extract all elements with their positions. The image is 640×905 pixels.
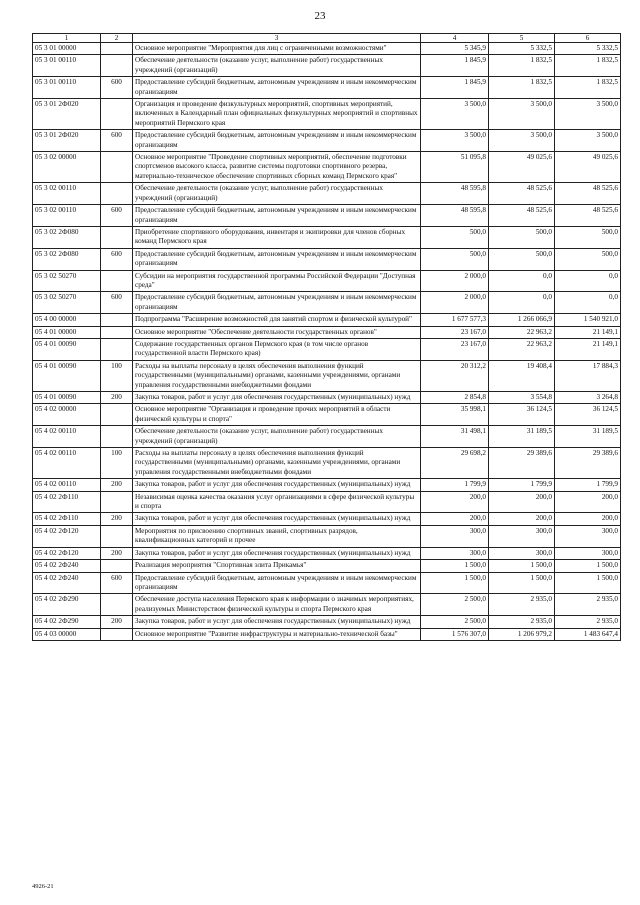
- amount-year-3: 300,0: [555, 547, 621, 559]
- expense-type-code: 100: [101, 448, 133, 479]
- amount-year-2: 1 500,0: [489, 572, 555, 594]
- amount-year-1: 35 998,1: [421, 404, 489, 426]
- expense-type-code: [101, 426, 133, 448]
- column-number: 1: [33, 34, 101, 43]
- table-row: [33, 513, 621, 525]
- item-name: Подпрограмма "Расширение возможностей для занятий спортом и физической культурой": [133, 314, 421, 326]
- item-name: Основное мероприятие "Организация и проведение прочих мероприятий в области физической культуры и спорта": [133, 404, 421, 426]
- table-row: [33, 99, 621, 130]
- table-row: [33, 572, 621, 594]
- page-number: 23: [314, 10, 326, 22]
- amount-year-1: 300,0: [421, 547, 489, 559]
- item-name: Расходы на выплаты персоналу в целях обеспечения выполнения функций государственными (муниципальными) органами, казенными учреждениями, органами управления государственными внебюджетными фондами: [133, 360, 421, 391]
- amount-year-1: 1 845,9: [421, 55, 489, 77]
- amount-year-2: 3 500,0: [489, 130, 555, 152]
- amount-year-1: 48 595,8: [421, 205, 489, 227]
- table-row: [33, 152, 621, 183]
- amount-year-1: 31 498,1: [421, 426, 489, 448]
- amount-year-2: 200,0: [489, 513, 555, 525]
- amount-year-3: 3 264,8: [555, 392, 621, 404]
- item-name: Обеспечение деятельности (оказание услуг, выполнение работ) государственных учреждений (организаций): [133, 55, 421, 77]
- amount-year-2: 5 332,5: [489, 43, 555, 55]
- target-article-code: 05 3 02 50270: [33, 292, 101, 314]
- amount-year-1: 200,0: [421, 513, 489, 525]
- item-name: Закупка товаров, работ и услуг для обеспечения государственных (муниципальных) нужд: [133, 547, 421, 559]
- amount-year-2: 500,0: [489, 226, 555, 248]
- item-name: Основное мероприятие "Проведение спортивных мероприятий, обеспечение подготовки спортсменов высокого класса, развитие системы подготовки спортивного резерва, материально-техническое обеспечение спортивных сборных команд Пермского края": [133, 152, 421, 183]
- item-name: Реализация мероприятия "Спортивная элита Прикамья": [133, 560, 421, 572]
- target-article-code: 05 3 02 00110: [33, 205, 101, 227]
- amount-year-3: 21 149,1: [555, 326, 621, 338]
- amount-year-1: 300,0: [421, 525, 489, 547]
- expense-type-code: 100: [101, 360, 133, 391]
- amount-year-3: 1 540 921,0: [555, 314, 621, 326]
- target-article-code: 05 3 01 00110: [33, 55, 101, 77]
- amount-year-3: 2 935,0: [555, 594, 621, 616]
- document-footer-code: 4926-21: [32, 883, 54, 890]
- column-number: 6: [555, 34, 621, 43]
- amount-year-2: 1 799,9: [489, 479, 555, 491]
- amount-year-1: 29 698,2: [421, 448, 489, 479]
- item-name: Расходы на выплаты персоналу в целях обеспечения выполнения функций государственными (муниципальными) органами, казенными учреждениями, органами управления государственными внебюджетными фондами: [133, 448, 421, 479]
- item-name: Закупка товаров, работ и услуг для обеспечения государственных (муниципальных) нужд: [133, 392, 421, 404]
- item-name: Субсидии на мероприятия государственной программы Российской Федерации "Доступная среда": [133, 270, 421, 292]
- expense-type-code: [101, 404, 133, 426]
- table-row: [33, 426, 621, 448]
- table-row: [33, 547, 621, 559]
- item-name: Содержание государственных органов Пермского края (в том числе органов государственной власти Пермского края): [133, 338, 421, 360]
- item-name: Закупка товаров, работ и услуг для обеспечения государственных (муниципальных) нужд: [133, 479, 421, 491]
- column-number: 5: [489, 34, 555, 43]
- amount-year-2: 1 266 066,9: [489, 314, 555, 326]
- amount-year-2: 300,0: [489, 525, 555, 547]
- amount-year-3: 1 799,9: [555, 479, 621, 491]
- amount-year-1: 5 345,9: [421, 43, 489, 55]
- table-row: [33, 392, 621, 404]
- amount-year-3: 31 189,5: [555, 426, 621, 448]
- amount-year-3: 1 483 647,4: [555, 628, 621, 640]
- amount-year-3: 200,0: [555, 491, 621, 513]
- amount-year-3: 1 832,5: [555, 55, 621, 77]
- amount-year-2: 3 500,0: [489, 99, 555, 130]
- amount-year-3: 29 389,6: [555, 448, 621, 479]
- amount-year-1: 3 500,0: [421, 130, 489, 152]
- target-article-code: 05 4 02 2Ф290: [33, 616, 101, 628]
- expense-type-code: 600: [101, 572, 133, 594]
- table-row: [33, 560, 621, 572]
- amount-year-1: 1 677 577,3: [421, 314, 489, 326]
- amount-year-3: 0,0: [555, 292, 621, 314]
- table-row: [33, 55, 621, 77]
- amount-year-3: 5 332,5: [555, 43, 621, 55]
- amount-year-1: 1 500,0: [421, 572, 489, 594]
- target-article-code: 05 3 01 00000: [33, 43, 101, 55]
- target-article-code: 05 4 01 00090: [33, 360, 101, 391]
- amount-year-3: 36 124,5: [555, 404, 621, 426]
- expense-type-code: [101, 99, 133, 130]
- expense-type-code: 200: [101, 513, 133, 525]
- table-row: [33, 270, 621, 292]
- item-name: Основное мероприятие "Обеспечение деятельности государственных органов": [133, 326, 421, 338]
- amount-year-2: 2 935,0: [489, 594, 555, 616]
- amount-year-2: 36 124,5: [489, 404, 555, 426]
- amount-year-3: 48 525,6: [555, 205, 621, 227]
- amount-year-2: 1 832,5: [489, 55, 555, 77]
- target-article-code: 05 3 01 2Ф020: [33, 99, 101, 130]
- amount-year-3: 1 500,0: [555, 560, 621, 572]
- table-row: [33, 479, 621, 491]
- item-name: Закупка товаров, работ и услуг для обеспечения государственных (муниципальных) нужд: [133, 616, 421, 628]
- target-article-code: 05 3 02 2Ф080: [33, 248, 101, 270]
- amount-year-3: 1 500,0: [555, 572, 621, 594]
- target-article-code: 05 4 02 2Ф240: [33, 560, 101, 572]
- amount-year-3: 500,0: [555, 226, 621, 248]
- column-number: 4: [421, 34, 489, 43]
- target-article-code: 05 4 01 00090: [33, 392, 101, 404]
- table-row: [33, 404, 621, 426]
- item-name: Обеспечение доступа населения Пермского края к информации о значимых мероприятиях, реализуемых Министерством физической культуры и спорта Пермского края: [133, 594, 421, 616]
- amount-year-2: 500,0: [489, 248, 555, 270]
- expense-type-code: [101, 314, 133, 326]
- expense-type-code: [101, 183, 133, 205]
- target-article-code: 05 3 02 00110: [33, 183, 101, 205]
- item-name: Предоставление субсидий бюджетным, автономным учреждениям и иным некоммерческим организациям: [133, 205, 421, 227]
- target-article-code: 05 4 02 2Ф110: [33, 491, 101, 513]
- expense-type-code: [101, 338, 133, 360]
- amount-year-1: 23 167,0: [421, 326, 489, 338]
- amount-year-3: 17 884,3: [555, 360, 621, 391]
- amount-year-1: 1 845,9: [421, 77, 489, 99]
- expense-type-code: [101, 560, 133, 572]
- item-name: Основное мероприятие "Развитие инфраструктуры и материально-технической базы": [133, 628, 421, 640]
- target-article-code: 05 3 01 00110: [33, 77, 101, 99]
- amount-year-2: 22 963,2: [489, 326, 555, 338]
- target-article-code: 05 3 01 2Ф020: [33, 130, 101, 152]
- amount-year-1: 500,0: [421, 226, 489, 248]
- amount-year-1: 500,0: [421, 248, 489, 270]
- amount-year-1: 1 576 307,0: [421, 628, 489, 640]
- amount-year-2: 19 408,4: [489, 360, 555, 391]
- target-article-code: 05 3 02 2Ф080: [33, 226, 101, 248]
- table-row: [33, 326, 621, 338]
- amount-year-3: 3 500,0: [555, 99, 621, 130]
- target-article-code: 05 4 02 2Ф290: [33, 594, 101, 616]
- target-article-code: 05 3 02 00000: [33, 152, 101, 183]
- amount-year-3: 2 935,0: [555, 616, 621, 628]
- target-article-code: 05 4 01 00090: [33, 338, 101, 360]
- amount-year-2: 3 554,8: [489, 392, 555, 404]
- item-name: Предоставление субсидий бюджетным, автономным учреждениям и иным некоммерческим организациям: [133, 248, 421, 270]
- amount-year-2: 29 389,6: [489, 448, 555, 479]
- amount-year-2: 49 025,6: [489, 152, 555, 183]
- target-article-code: 05 4 00 00000: [33, 314, 101, 326]
- target-article-code: 05 4 02 2Ф240: [33, 572, 101, 594]
- item-name: Предоставление субсидий бюджетным, автономным учреждениям и иным некоммерческим организациям: [133, 77, 421, 99]
- item-name: Независимая оценка качества оказания услуг организациями в сфере физической культуры и спорта: [133, 491, 421, 513]
- item-name: Основное мероприятие "Мероприятия для лиц с ограниченными возможностями": [133, 43, 421, 55]
- expense-type-code: 600: [101, 205, 133, 227]
- amount-year-1: 20 312,2: [421, 360, 489, 391]
- item-name: Закупка товаров, работ и услуг для обеспечения государственных (муниципальных) нужд: [133, 513, 421, 525]
- column-number: 3: [133, 34, 421, 43]
- target-article-code: 05 4 02 00110: [33, 426, 101, 448]
- target-article-code: 05 3 02 50270: [33, 270, 101, 292]
- target-article-code: 05 4 02 2Ф120: [33, 525, 101, 547]
- table-row: [33, 360, 621, 391]
- amount-year-3: 48 525,6: [555, 183, 621, 205]
- table-row: [33, 491, 621, 513]
- table-header-row: [33, 34, 621, 43]
- amount-year-1: 2 000,0: [421, 270, 489, 292]
- amount-year-1: 2 500,0: [421, 616, 489, 628]
- table-row: [33, 448, 621, 479]
- amount-year-1: 2 854,8: [421, 392, 489, 404]
- expense-type-code: 600: [101, 77, 133, 99]
- target-article-code: 05 4 02 00110: [33, 479, 101, 491]
- item-name: Организация и проведение физкультурных мероприятий, спортивных мероприятий, включенных в Календарный план официальных физкультурных мероприятий и спортивных мероприятий Пермского края: [133, 99, 421, 130]
- amount-year-3: 0,0: [555, 270, 621, 292]
- amount-year-2: 200,0: [489, 491, 555, 513]
- amount-year-3: 300,0: [555, 525, 621, 547]
- item-name: Обеспечение деятельности (оказание услуг, выполнение работ) государственных учреждений (организаций): [133, 183, 421, 205]
- amount-year-2: 31 189,5: [489, 426, 555, 448]
- table-row: [33, 226, 621, 248]
- expense-type-code: 200: [101, 547, 133, 559]
- amount-year-1: 51 095,8: [421, 152, 489, 183]
- expense-type-code: [101, 628, 133, 640]
- amount-year-1: 23 167,0: [421, 338, 489, 360]
- amount-year-2: 48 525,6: [489, 183, 555, 205]
- expense-type-code: [101, 326, 133, 338]
- table-row: [33, 525, 621, 547]
- amount-year-2: 300,0: [489, 547, 555, 559]
- table-row: [33, 594, 621, 616]
- item-name: Предоставление субсидий бюджетным, автономным учреждениям и иным некоммерческим организациям: [133, 292, 421, 314]
- expense-type-code: 600: [101, 130, 133, 152]
- target-article-code: 05 4 02 2Ф120: [33, 547, 101, 559]
- amount-year-1: 1 799,9: [421, 479, 489, 491]
- table-row: [33, 616, 621, 628]
- table-row: [33, 43, 621, 55]
- expense-type-code: 600: [101, 292, 133, 314]
- expense-type-code: [101, 226, 133, 248]
- item-name: Приобретение спортивного оборудования, инвентаря и экипировки для членов сборных команд Пермского края: [133, 226, 421, 248]
- table-row: [33, 314, 621, 326]
- expense-type-code: [101, 491, 133, 513]
- amount-year-1: 2 000,0: [421, 292, 489, 314]
- amount-year-2: 2 935,0: [489, 616, 555, 628]
- expense-type-code: [101, 43, 133, 55]
- amount-year-1: 1 500,0: [421, 560, 489, 572]
- expense-type-code: 200: [101, 392, 133, 404]
- target-article-code: 05 4 02 00000: [33, 404, 101, 426]
- amount-year-1: 200,0: [421, 491, 489, 513]
- amount-year-2: 0,0: [489, 292, 555, 314]
- table-row: [33, 292, 621, 314]
- expense-type-code: [101, 270, 133, 292]
- amount-year-1: 3 500,0: [421, 99, 489, 130]
- table-row: [33, 628, 621, 640]
- expense-type-code: [101, 55, 133, 77]
- target-article-code: 05 4 02 2Ф110: [33, 513, 101, 525]
- expense-type-code: 200: [101, 616, 133, 628]
- item-name: Предоставление субсидий бюджетным, автономным учреждениям и иным некоммерческим организациям: [133, 130, 421, 152]
- expense-type-code: [101, 594, 133, 616]
- amount-year-1: 48 595,8: [421, 183, 489, 205]
- target-article-code: 05 4 02 00110: [33, 448, 101, 479]
- expense-type-code: [101, 152, 133, 183]
- budget-table: [32, 33, 621, 641]
- target-article-code: 05 4 01 00000: [33, 326, 101, 338]
- amount-year-2: 22 963,2: [489, 338, 555, 360]
- amount-year-3: 200,0: [555, 513, 621, 525]
- table-row: [33, 183, 621, 205]
- amount-year-1: 2 500,0: [421, 594, 489, 616]
- amount-year-3: 1 832,5: [555, 77, 621, 99]
- column-number: 2: [101, 34, 133, 43]
- amount-year-2: 1 500,0: [489, 560, 555, 572]
- amount-year-2: 0,0: [489, 270, 555, 292]
- amount-year-2: 1 832,5: [489, 77, 555, 99]
- item-name: Обеспечение деятельности (оказание услуг, выполнение работ) государственных учреждений (организаций): [133, 426, 421, 448]
- item-name: Предоставление субсидий бюджетным, автономным учреждениям и иным некоммерческим организациям: [133, 572, 421, 594]
- target-article-code: 05 4 03 00000: [33, 628, 101, 640]
- amount-year-2: 1 206 979,2: [489, 628, 555, 640]
- amount-year-3: 21 149,1: [555, 338, 621, 360]
- table-row: [33, 338, 621, 360]
- amount-year-2: 48 525,6: [489, 205, 555, 227]
- table-row: [33, 248, 621, 270]
- expense-type-code: 600: [101, 248, 133, 270]
- amount-year-3: 49 025,6: [555, 152, 621, 183]
- table-row: [33, 130, 621, 152]
- amount-year-3: 500,0: [555, 248, 621, 270]
- table-row: [33, 205, 621, 227]
- expense-type-code: [101, 525, 133, 547]
- item-name: Мероприятия по присвоению спортивных званий, спортивных разрядов, квалификационных категорий и прочее: [133, 525, 421, 547]
- expense-type-code: 200: [101, 479, 133, 491]
- table-row: [33, 77, 621, 99]
- amount-year-3: 3 500,0: [555, 130, 621, 152]
